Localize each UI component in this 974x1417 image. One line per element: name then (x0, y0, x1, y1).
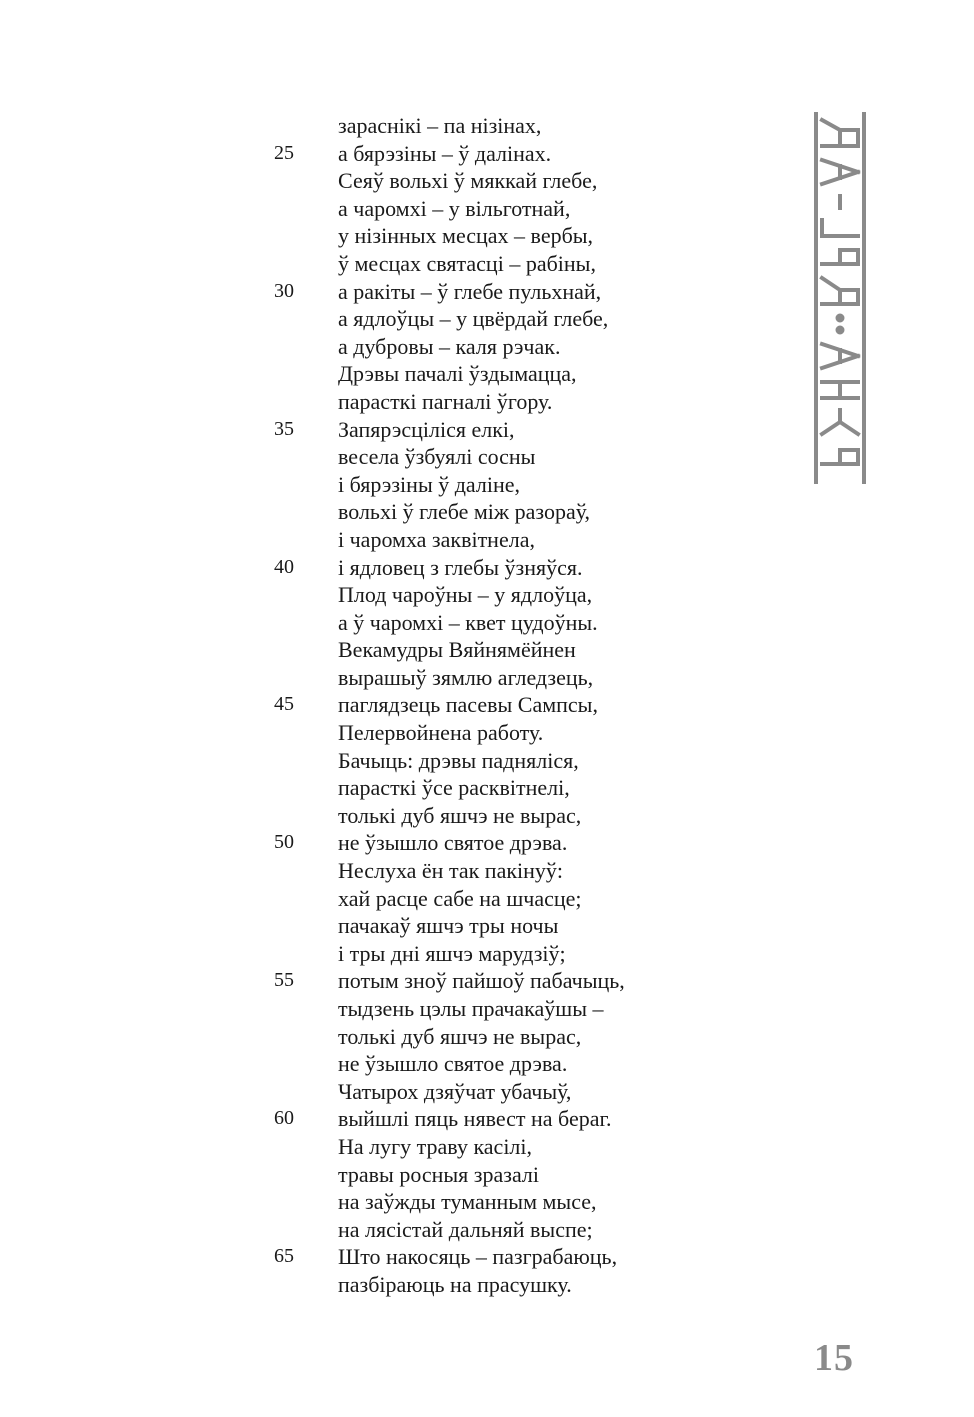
poem-line (0, 912, 760, 940)
verse-text: Бачыць: дрэвы падняліся, (338, 747, 579, 773)
poem-line (0, 195, 760, 223)
poem-line (0, 222, 760, 250)
verse-text: хай расце сабе на шчасце; (338, 885, 582, 911)
poem-line (0, 140, 760, 168)
verse-text: і чаромха заквітнела, (338, 526, 535, 552)
verse-text: і ядловец з глебы ўзняўся. (338, 554, 583, 580)
verse-text: Запярэсціліся елкі, (338, 416, 515, 442)
verse-text: паглядзець пасевы Сампсы, (338, 692, 598, 718)
verse-text: у нізінных месцах – вербы, (338, 223, 594, 249)
poem-line (0, 333, 760, 361)
verse-text: вольхі ў глебе між разораў, (338, 499, 591, 525)
verse-text: не ўзышло святое дрэва. (338, 830, 568, 856)
poem-line (0, 1105, 760, 1133)
poem-line (0, 305, 760, 333)
poem-line (0, 636, 760, 664)
verse-text: і бярэзіны ў даліне, (338, 471, 521, 497)
verse-text: пазбіраюць на прасушку. (338, 1271, 572, 1297)
verse-text: а чаромхі – у вільготнай, (338, 195, 571, 221)
poem-line (0, 774, 760, 802)
verse-text: Дрэвы пачалі ўздымацца, (338, 361, 577, 387)
line-number: 25 (274, 141, 294, 164)
poem-line (0, 1188, 760, 1216)
poem-line (0, 416, 760, 444)
poem-line (0, 1161, 760, 1189)
verse-text: а ракіты – ў глебе пульхнай, (338, 278, 602, 304)
poem-line (0, 1050, 760, 1078)
poem-line (0, 829, 760, 857)
line-number: 60 (274, 1107, 294, 1130)
verse-text: ў месцах святасці – рабіны, (338, 250, 596, 276)
verse-text: зараснікі – па нізінах, (338, 113, 542, 138)
verse-text: толькі дуб яшчэ не вырас, (338, 1023, 582, 1049)
poem-line (0, 443, 760, 471)
poem-line (0, 1133, 760, 1161)
poem-line (0, 885, 760, 913)
poem-line (0, 691, 760, 719)
verse-text: а бярэзіны – ў далінах. (338, 140, 552, 166)
poem-line (0, 1078, 760, 1106)
poem-line (0, 526, 760, 554)
verse-text: выйшлі пяць нявест на бераг. (338, 1106, 612, 1132)
poem-line (0, 802, 760, 830)
verse-text: тыдзень цэлы прачакаўшы – (338, 996, 604, 1021)
poem-line (0, 581, 760, 609)
poem-line (0, 360, 760, 388)
verse-text: на заўжды туманным мысе, (338, 1189, 597, 1215)
verse-text: не ўзышло святое дрэва. (338, 1051, 568, 1077)
line-number: 35 (274, 417, 294, 440)
verse-text: Неслуха ён так пакінуў: (338, 858, 564, 884)
poem-line (0, 609, 760, 637)
line-number: 55 (274, 969, 294, 992)
verse-text: парасткі пагналі ўгору. (338, 388, 553, 414)
verse-text: парасткі ўсе расквітнелі, (338, 775, 570, 801)
line-number: 45 (274, 693, 294, 716)
verse-text: вырашыў зямлю агледзець, (338, 664, 594, 690)
verse-text: Што накосяць – пазграбаюць, (338, 1244, 618, 1270)
poem-line (0, 112, 760, 140)
poem-line (0, 967, 760, 995)
poem-line (0, 554, 760, 582)
verse-text: на лясістай дальняй выспе; (338, 1216, 593, 1242)
line-number: 50 (274, 831, 294, 854)
line-number: 65 (274, 1245, 294, 1268)
line-number: 40 (274, 555, 294, 578)
verse-text: Векамудры Вяйнямёйнен (338, 637, 576, 663)
verse-text: Пелервойнена работу. (338, 720, 544, 746)
verse-text: Плод чароўны – у ядлоўца, (338, 582, 593, 608)
verse-text: потым зноў пайшоў пабачыць, (338, 968, 625, 994)
verse-text: Чатырох дзяўчат убачыў, (338, 1078, 572, 1104)
verse-text: і тры дні яшчэ марудзіў; (338, 940, 566, 966)
poem-line (0, 1023, 760, 1051)
verse-text: На лугу траву касілі, (338, 1133, 533, 1159)
verse-text: а ў чаромхі – квет цудоўны. (338, 609, 598, 635)
poem-line (0, 1216, 760, 1244)
poem-line (0, 857, 760, 885)
poem-line (0, 719, 760, 747)
verse-text: Сеяў вольхі ў мяккай глебе, (338, 168, 598, 194)
verse-text: толькі дуб яшчэ не вырас, (338, 802, 582, 828)
line-number: 30 (274, 279, 294, 302)
verse-text: пачакаў яшчэ тры ночы (338, 913, 559, 939)
runic-running-title (812, 112, 868, 484)
verse-text: травы росныя зразалі (338, 1161, 539, 1187)
poem-line (0, 278, 760, 306)
poem-line (0, 940, 760, 968)
verse-text: весела ўзбуялі сосны (338, 444, 536, 470)
page-number: 15 (814, 1337, 854, 1379)
poem-line (0, 167, 760, 195)
poem-line (0, 388, 760, 416)
poem-line (0, 471, 760, 499)
poem-line (0, 1243, 760, 1271)
poem-line (0, 995, 760, 1023)
verse-text: а дубровы – каля рэчак. (338, 333, 561, 359)
poem-line (0, 498, 760, 526)
poem-line (0, 1271, 760, 1299)
verse-text: а ядлоўцы – у цвёрдай глебе, (338, 306, 609, 332)
poem-text (0, 112, 760, 1299)
poem-line (0, 747, 760, 775)
poem-line (0, 250, 760, 278)
poem-line (0, 664, 760, 692)
